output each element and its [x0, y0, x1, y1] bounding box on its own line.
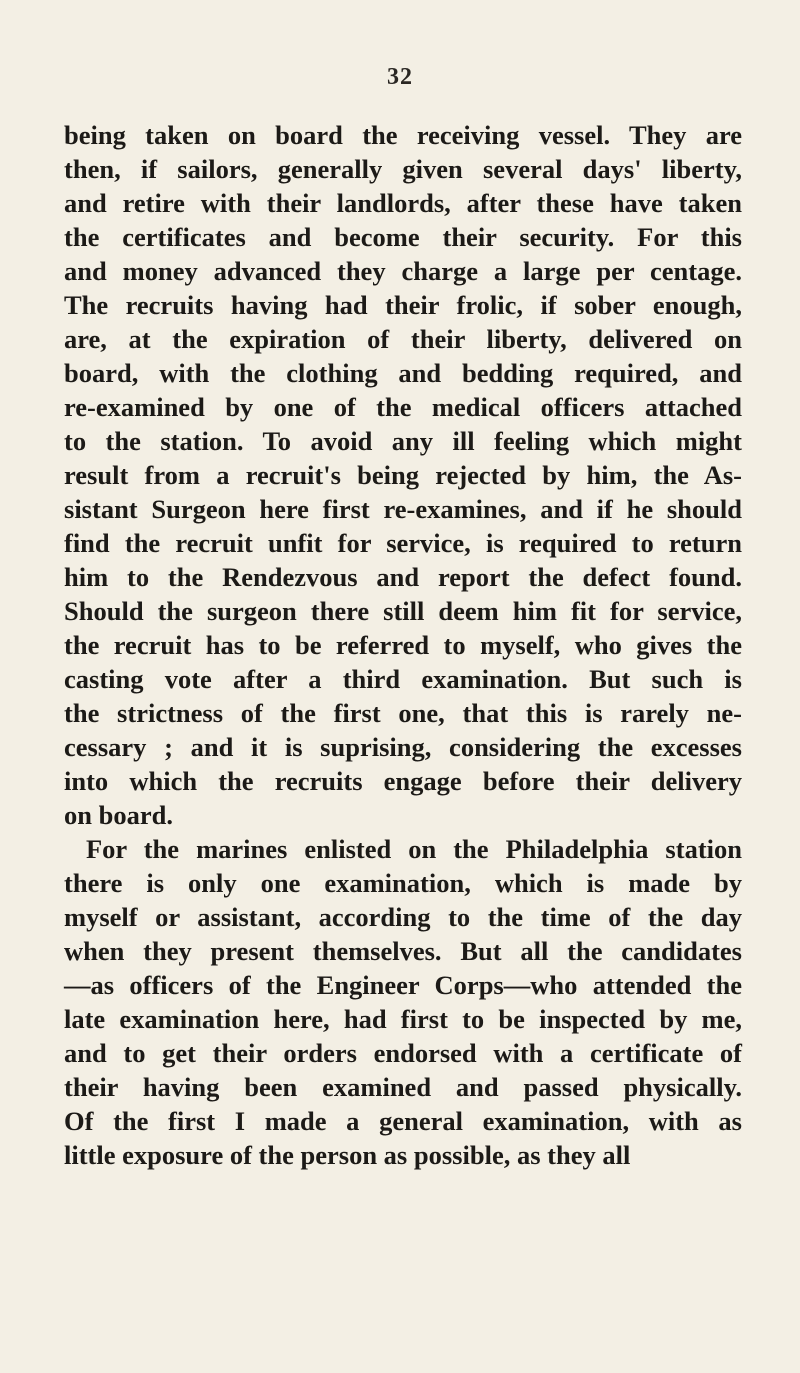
- text-line: when they present themselves. But all the candidates: [64, 936, 742, 966]
- text-line: casting vote after a third examination. But such is: [64, 664, 742, 694]
- text-line: the recruit has to be referred to myself, who gives the: [64, 630, 742, 660]
- body-text: [64, 118, 742, 1172]
- text-line: him to the Rendezvous and report the defect found.: [64, 562, 742, 592]
- text-line: find the recruit unfit for service, is required to return: [64, 528, 742, 558]
- text-line: myself or assistant, according to the time of the day: [64, 902, 742, 932]
- text-line: their having been examined and passed physically.: [64, 1072, 742, 1102]
- text-line: then, if sailors, generally given several days' liberty,: [64, 154, 742, 184]
- text-line: being taken on board the receiving vessel. They are: [64, 120, 742, 150]
- text-line: on board.: [64, 800, 173, 830]
- text-line: the strictness of the first one, that this is rarely ne-: [64, 698, 742, 728]
- text-line: and retire with their landlords, after these have taken: [64, 188, 742, 218]
- text-line: —as officers of the Engineer Corps—who attended the: [64, 970, 742, 1000]
- text-line: and money advanced they charge a large per centage.: [64, 256, 742, 286]
- text-line: For the marines enlisted on the Philadelphia station: [86, 834, 742, 864]
- text-line: cessary ; and it is suprising, considering the excesses: [64, 732, 742, 762]
- page-number: 32: [387, 64, 413, 90]
- text-line: to the station. To avoid any ill feeling which might: [64, 426, 742, 456]
- text-line: late examination here, had first to be inspected by me,: [64, 1004, 742, 1034]
- text-line: board, with the clothing and bedding required, and: [64, 358, 742, 388]
- text-line: Of the first I made a general examination, with as: [64, 1106, 742, 1136]
- text-line: and to get their orders endorsed with a certificate of: [64, 1038, 742, 1068]
- text-line: result from a recruit's being rejected by him, the As-: [64, 460, 742, 490]
- text-line: there is only one examination, which is made by: [64, 868, 742, 898]
- text-line: sistant Surgeon here first re-examines, and if he should: [64, 494, 742, 524]
- text-line: re-examined by one of the medical officers attached: [64, 392, 742, 422]
- text-line: Should the surgeon there still deem him fit for service,: [64, 596, 742, 626]
- text-line: little exposure of the person as possible, as they all: [64, 1140, 631, 1170]
- text-line: The recruits having had their frolic, if sober enough,: [64, 290, 742, 320]
- text-line: into which the recruits engage before their delivery: [64, 766, 742, 796]
- text-line: the certificates and become their security. For this: [64, 222, 742, 252]
- text-line: are, at the expiration of their liberty, delivered on: [64, 324, 742, 354]
